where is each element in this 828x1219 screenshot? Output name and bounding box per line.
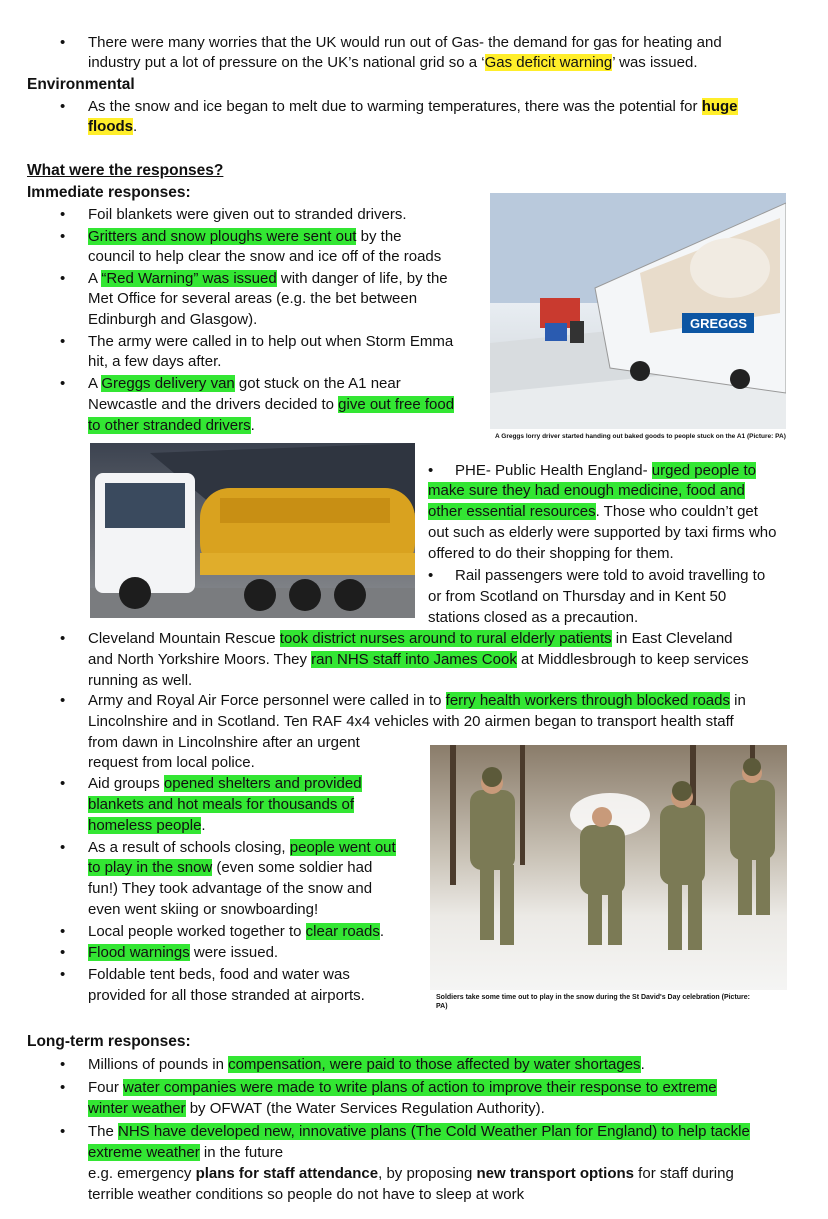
highlight: ran NHS staff into James Cook [311, 651, 517, 668]
soldiers-caption: Soldiers take some time out to play in the snow during the St David's Day celebration (Picture: PA) [436, 994, 751, 1010]
rail-line-2: or from Scotland on Thursday and in Kent 50 [428, 588, 727, 605]
bullet-dot: • [60, 1123, 66, 1140]
greggs-line-3: to other stranded drivers. [88, 417, 255, 434]
raf-line-3: from dawn in Lincolnshire after an urgent [88, 734, 360, 751]
nhs-line-3: e.g. emergency plans for staff attendance, by proposing new transport options for staff during [88, 1165, 734, 1182]
rail-line-3: stations closed as a precaution. [428, 609, 639, 626]
nhs-line-4: terrible weather conditions so people do not have to sleep at work [88, 1186, 525, 1203]
water-line-1: Four water companies were made to write plans of action to improve their response to extreme [88, 1079, 717, 1096]
cleveland-line-2: and North Yorkshire Moors. They ran NHS staff into James Cook at Middlesbrough to keep services [88, 651, 749, 668]
highlight: extreme weather [88, 1144, 200, 1161]
flood-line-1: As the snow and ice began to melt due to warming temperatures, there was the potential for huge [88, 98, 738, 115]
school-line-4: even went skiing or snowboarding! [88, 901, 319, 918]
cleveland-line-1: Cleveland Mountain Rescue took district nurses around to rural elderly patients in East Cleveland [88, 630, 733, 647]
bullet-dot: • [60, 375, 66, 392]
raf-line-2: Lincolnshire and in Scotland. Ten RAF 4x4 vehicles with 20 airmen began to transport health staff [88, 713, 734, 730]
bullet-dot: • [60, 923, 66, 940]
highlight: to other stranded drivers [88, 417, 251, 434]
gritters-line-2: council to help clear the snow and ice off of the roads [88, 248, 442, 265]
greggs-logo: GREGGS [690, 316, 748, 331]
immediate-heading: Immediate responses: [27, 184, 191, 201]
bullet-dot: • [60, 775, 66, 792]
highlight: ferry health workers through blocked roads [445, 692, 730, 709]
compensation-line: Millions of pounds in compensation, were paid to those affected by water shortages. [88, 1056, 645, 1073]
school-line-2: to play in the snow (even some soldier had [88, 859, 373, 876]
phe-line-1: PHE- Public Health England- urged people to [455, 462, 757, 479]
foil-line: Foil blankets were given out to stranded drivers. [88, 206, 407, 223]
bullet-dot: • [60, 270, 66, 287]
bullet-dot: • [60, 630, 66, 647]
highlight: other essential resources [428, 503, 596, 520]
greggs-lorry-photo [490, 193, 786, 429]
bullet-dot: • [60, 692, 66, 709]
bullet-dot: • [428, 567, 434, 584]
highlight: clear roads [305, 923, 380, 940]
longterm-heading: Long-term responses: [27, 1033, 191, 1050]
highlight: Flood warnings [88, 944, 190, 961]
aid-line-2 [88, 794, 354, 815]
rail-line-1: Rail passengers were told to avoid travelling to [455, 567, 766, 584]
highlight: NHS have developed new, innovative plans (The Cold Weather Plan for England) to help tackle [118, 1123, 750, 1140]
bullet-dot: • [60, 944, 66, 961]
school-line-1: As a result of schools closing, people went out [88, 839, 396, 856]
bullet-dot: • [60, 1056, 66, 1073]
bullet-dot: • [60, 228, 66, 245]
flood-line-2: floods. [88, 118, 138, 135]
gas-line-2: industry put a lot of pressure on the UK’s national grid so a ‘Gas deficit warning’ was issued. [88, 54, 698, 71]
red-warning-line-2: Met Office for several areas (e.g. the bet between [88, 290, 418, 307]
bullet-dot: • [60, 966, 66, 983]
highlight: urged people to [651, 462, 757, 479]
highlight: winter weather [88, 1100, 186, 1117]
gritters-line-1: Gritters and snow ploughs were sent out by the [88, 228, 402, 245]
phe-line-2 [428, 480, 745, 501]
gritter-truck-photo [90, 443, 415, 618]
raf-line-1: Army and Royal Air Force personnel were called in to ferry health workers through blocked roads in [88, 692, 746, 709]
highlight: huge [701, 98, 738, 115]
highlight: give out free food [338, 396, 455, 413]
highlight: Greggs delivery van [101, 375, 235, 392]
army-line-1: The army were called in to help out when Storm Emma [88, 333, 454, 350]
bullet-dot: • [60, 1079, 66, 1096]
cleveland-line-3: running as well. [88, 672, 193, 689]
highlight: opened shelters and provided [163, 775, 362, 792]
tent-line-1: Foldable tent beds, food and water was [88, 966, 350, 983]
gas-line-1: There were many worries that the UK would run out of Gas- the demand for gas for heating and [88, 34, 722, 51]
environmental-heading: Environmental [27, 76, 135, 93]
highlight: blankets and hot meals for thousands of [88, 796, 355, 813]
bullet-dot: • [60, 34, 66, 51]
highlight: Gas deficit warning [484, 54, 613, 71]
highlight: to play in the snow [88, 859, 213, 876]
highlight: Gritters and snow ploughs were sent out [88, 228, 357, 245]
red-warning-line-1: A “Red Warning” was issued with danger of life, by the [88, 270, 448, 287]
aid-line-1: Aid groups opened shelters and provided [88, 775, 362, 792]
highlight: water companies were made to write plans of action to improve their response to extreme [123, 1079, 717, 1096]
flood-warnings-line: Flood warnings were issued. [88, 944, 279, 961]
greggs-line-1: A Greggs delivery van got stuck on the A1 near [88, 375, 401, 392]
raf-line-4: request from local police. [88, 754, 255, 771]
phe-line-3: other essential resources. Those who couldn’t get [428, 503, 758, 520]
highlight: “Red Warning” was issued [101, 270, 277, 287]
soldiers-snow-photo [430, 745, 787, 990]
red-warning-line-3: Edinburgh and Glasgow). [88, 311, 258, 328]
highlight: took district nurses around to rural elderly patients [279, 630, 612, 647]
responses-heading: What were the responses? [27, 162, 224, 179]
greggs-caption: A Greggs lorry driver started handing out baked goods to people stuck on the A1 (Picture: PA) [495, 433, 786, 440]
greggs-lorry-illustration [490, 193, 786, 429]
phe-line-5: offered to do their shopping for them. [428, 545, 674, 562]
highlight: floods [88, 118, 133, 135]
water-line-2: winter weather by OFWAT (the Water Services Regulation Authority). [88, 1100, 545, 1117]
aid-line-3: homeless people. [88, 817, 206, 834]
bullet-dot: • [60, 206, 66, 223]
greggs-line-2: Newcastle and the drivers decided to give out free food [88, 396, 455, 413]
bullet-dot: • [60, 333, 66, 350]
bullet-dot: • [428, 462, 434, 479]
highlight: compensation, were paid to those affected by water shortages [228, 1056, 641, 1073]
nhs-line-2: extreme weather in the future [88, 1144, 284, 1161]
soldiers-illustration [430, 745, 787, 990]
local-line: Local people worked together to clear roads. [88, 923, 385, 940]
phe-line-4: out such as elderly were supported by taxi firms who [428, 524, 777, 541]
highlight: people went out [289, 839, 396, 856]
highlight: make sure they had enough medicine, food and [428, 482, 745, 499]
gritter-truck-illustration [90, 443, 415, 618]
bullet-dot: • [60, 98, 66, 115]
army-line-2: hit, a few days after. [88, 353, 222, 370]
highlight: homeless people [88, 817, 202, 834]
nhs-line-1: The NHS have developed new, innovative plans (The Cold Weather Plan for England) to help tackle [88, 1123, 750, 1140]
school-line-3: fun!) They took advantage of the snow and [88, 880, 373, 897]
bullet-dot: • [60, 839, 66, 856]
tent-line-2: provided for all those stranded at airports. [88, 987, 365, 1004]
